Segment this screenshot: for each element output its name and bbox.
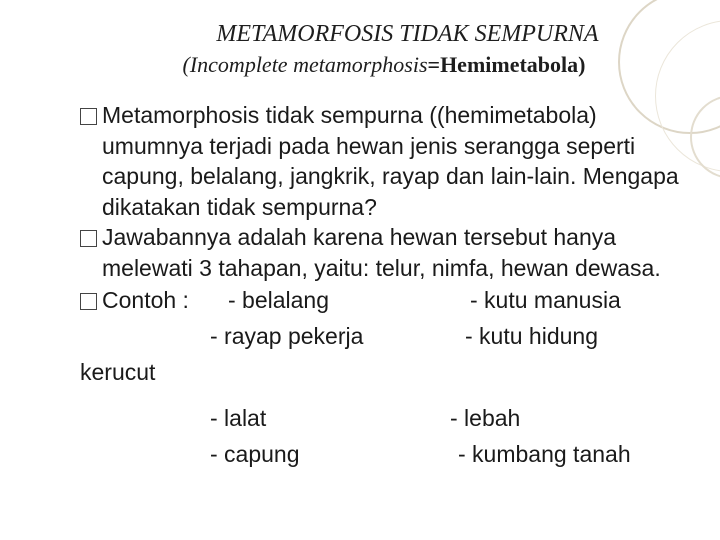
example-right: - lebah (450, 405, 521, 431)
example-right: - kutu manusia (470, 287, 621, 313)
example-left: - lalat (210, 405, 267, 431)
subtitle-open: (Incomplete metamorphosis (182, 52, 428, 77)
example-row (80, 357, 720, 387)
bullet-paragraph (80, 100, 702, 222)
example-left: - rayap pekerja (210, 323, 364, 349)
example-right: - kumbang tanah (458, 441, 631, 467)
bullet-box-icon (80, 230, 97, 247)
slide-subtitle (48, 50, 720, 80)
example-row (80, 403, 720, 439)
example-right: - kutu hidung (465, 323, 598, 349)
example-label: Contoh : (102, 287, 189, 313)
title-block (0, 18, 720, 80)
paragraph-text: Jawabannya adalah karena hewan tersebut hanya melewati 3 tahapan, yaitu: telur, nimfa, hewan dewasa. (102, 224, 661, 281)
slide-title: METAMORFOSIS TIDAK SEMPURNA (216, 21, 599, 47)
example-row (80, 321, 720, 357)
bullet-paragraph (80, 222, 702, 283)
example-left: - capung (210, 441, 300, 467)
subtitle-hemimetabola: =Hemimetabola) (427, 52, 586, 77)
example-wrap: kerucut (80, 359, 156, 385)
example-left: - belalang (228, 287, 330, 313)
paragraph-text: Metamorphosis tidak sempurna ((hemimetabola) umumnya terjadi pada hewan jenis serangga seperti capung, belalang, jangkrik, rayap dan lain-lain. Mengapa dikatakan tidak sempurna? (102, 102, 679, 220)
bullet-box-icon (80, 293, 97, 310)
example-row (80, 439, 720, 475)
example-row (80, 285, 720, 321)
slide-body (80, 100, 720, 475)
bullet-box-icon (80, 108, 97, 125)
